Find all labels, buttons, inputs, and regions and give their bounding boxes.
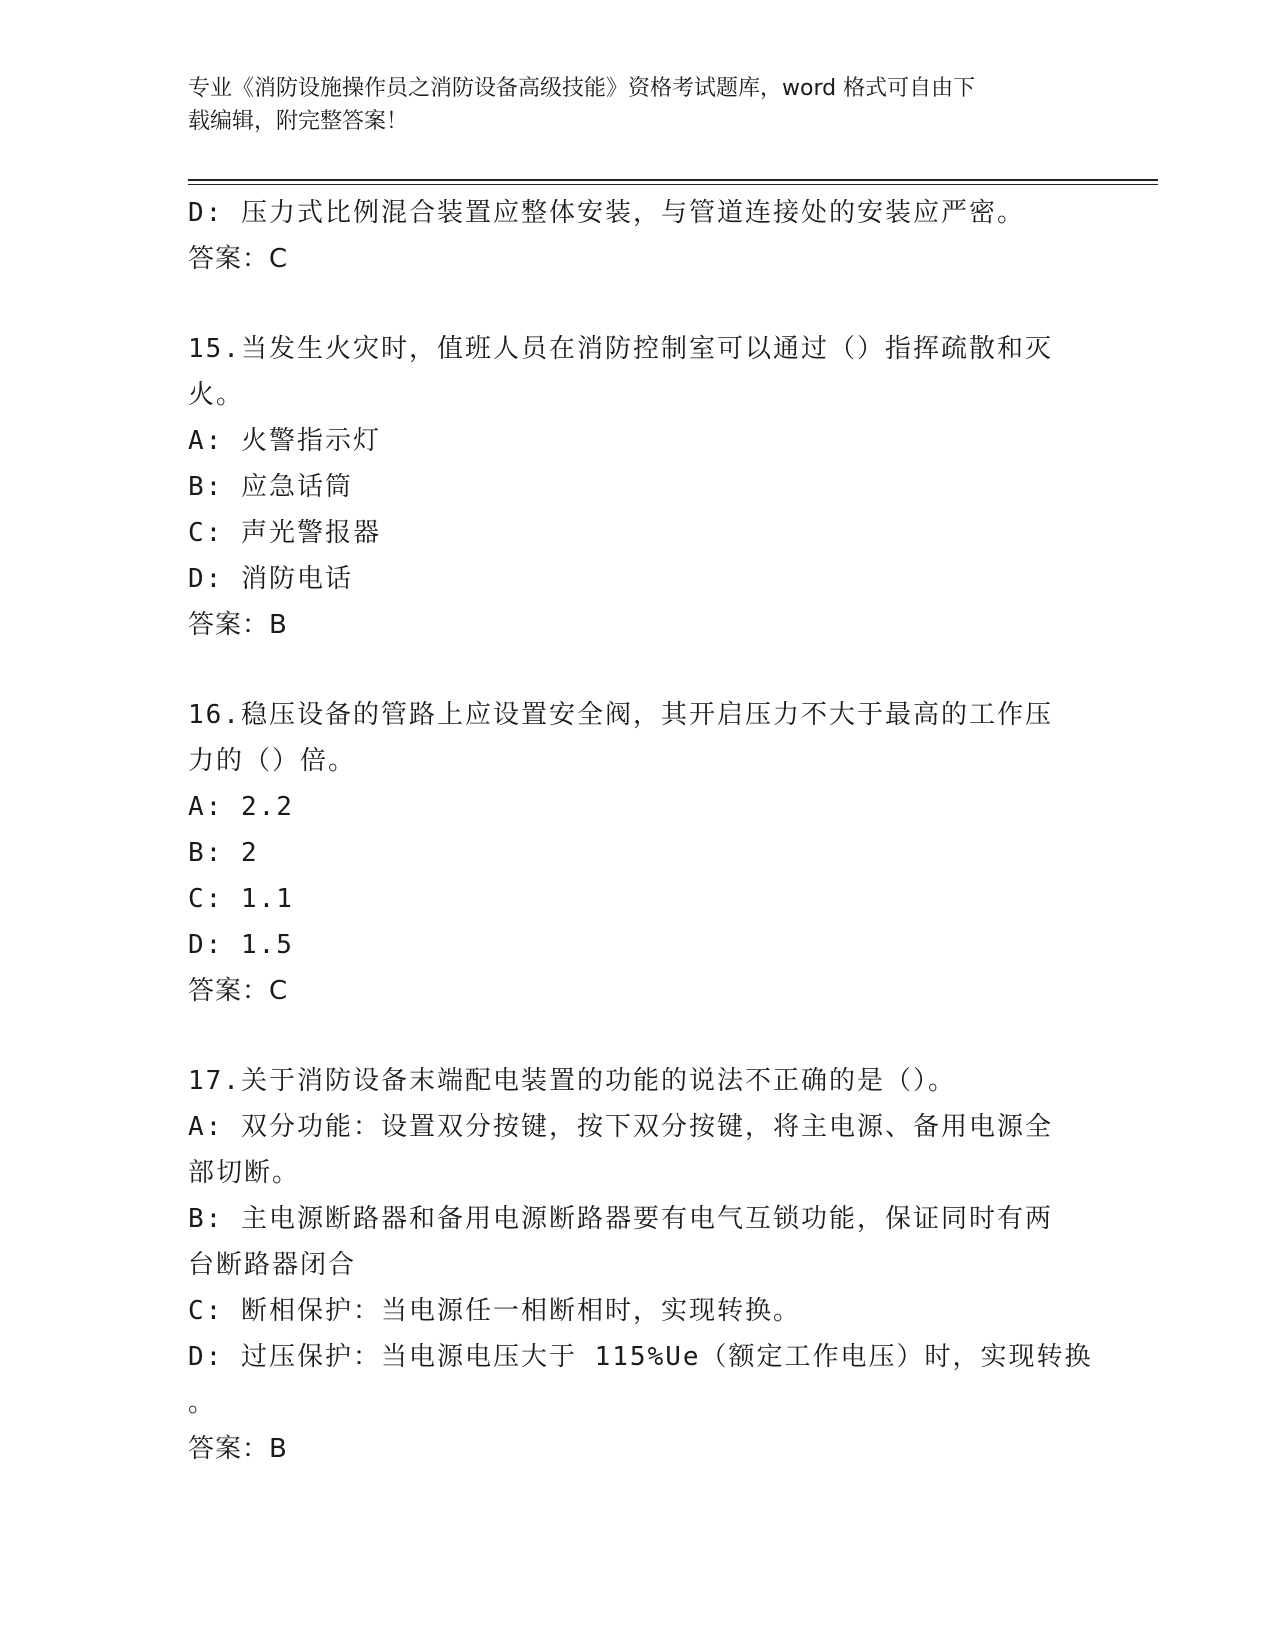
option-a: A: 2.2: [188, 792, 294, 822]
question-text: 16.稳压设备的管路上应设置安全阀，其开启压力不大于最高的工作压: [188, 700, 1053, 730]
option-c: C: 断相保护：当电源任一相断相时，实现转换。: [188, 1296, 801, 1326]
answer: 答案：B: [188, 610, 288, 640]
document-header: [188, 72, 1088, 138]
header-rule-thick: [188, 179, 1158, 181]
header-rule-thin: [188, 184, 1158, 185]
question-text: 15.当发生火灾时，值班人员在消防控制室可以通过（）指挥疏散和灭: [188, 334, 1053, 364]
option-b: B: 2: [188, 838, 259, 868]
option-d: D: 压力式比例混合装置应整体安装，与管道连接处的安装应严密。: [188, 198, 1025, 228]
document-body: [188, 190, 1093, 1472]
option-c: C: 1.1: [188, 884, 294, 914]
option-d: D: 1.5: [188, 930, 294, 960]
question-text-cont: 火。: [188, 380, 245, 410]
question-16: [188, 692, 1088, 1014]
option-b: B: 应急话筒: [188, 472, 353, 502]
header-line-2: 载编辑，附完整答案！: [188, 109, 409, 134]
question-text-cont: 力的（）倍。: [188, 746, 357, 776]
answer: 答案：C: [188, 244, 289, 274]
option-b-cont: 台断路器闭合: [188, 1250, 357, 1280]
header-line-1: 专业《消防设施操作员之消防设备高级技能》资格考试题库，word 格式可自由下: [188, 76, 976, 101]
option-b: B: 主电源断路器和备用电源断路器要有电气互锁功能，保证同时有两: [188, 1204, 1053, 1234]
question-17: [188, 1058, 1093, 1472]
option-d: D: 过压保护：当电源电压大于 115%Ue（额定工作电压）时，实现转换: [188, 1342, 1093, 1372]
option-c: C: 声光警报器: [188, 518, 381, 548]
question-15: [188, 326, 1088, 648]
answer: 答案：C: [188, 976, 289, 1006]
option-a: A: 火警指示灯: [188, 426, 381, 456]
option-a-cont: 部切断。: [188, 1158, 301, 1188]
question-text: 17.关于消防设备末端配电装置的功能的说法不正确的是（）。: [188, 1066, 956, 1096]
option-a: A: 双分功能：设置双分按键，按下双分按键，将主电源、备用电源全: [188, 1112, 1053, 1142]
answer: 答案：B: [188, 1434, 288, 1464]
prev-question-tail: [188, 190, 1088, 282]
option-d: D: 消防电话: [188, 564, 353, 594]
option-d-cont: 。: [188, 1388, 217, 1418]
